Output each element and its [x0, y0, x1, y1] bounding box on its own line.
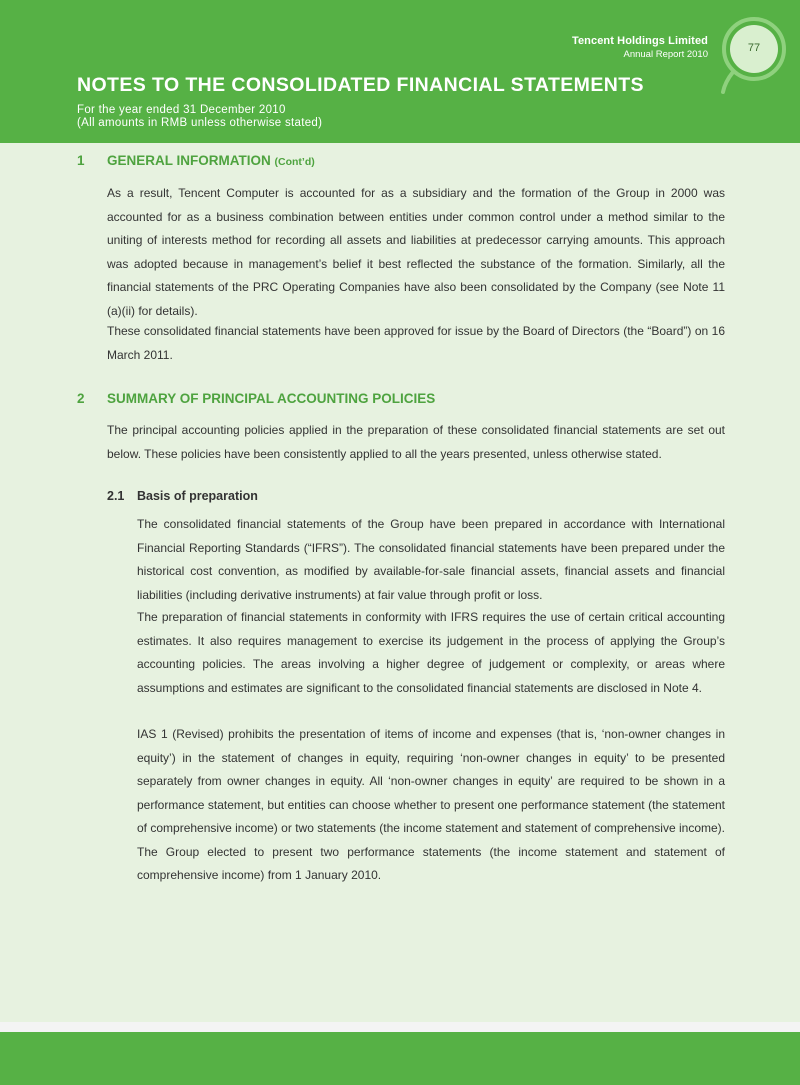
paragraph: As a result, Tencent Computer is accounted for as a subsidiary and the formation of the Group in 2000 was accounted for as a business combination between entities under common control under a method similar to the uniting of interests method for recording all assets and liabilities at predecessor carrying amounts. This approach was adopted because in management’s belief it best reflected the substance of the formation. Similarly, all the financial statements of the PRC Operating Companies have also been consolidated by the Company (see Note 11 (a)(ii) for details). [107, 186, 725, 318]
subtitle-currency-note: (All amounts in RMB unless otherwise stated) [77, 117, 323, 129]
paragraph: The consolidated financial statements of the Group have been prepared in accordance with International Financial Reporting Standards (“IFRS”). The consolidated financial statements have been prepared under the historical cost convention, as modified by available-for-sale financial assets, financial assets and financial liabilities (including derivative instruments) at fair value through profit or loss. [137, 517, 725, 602]
page-header [0, 0, 800, 143]
footer-divider [0, 1022, 800, 1032]
report-name: Annual Report 2010 [623, 49, 708, 60]
subsection-number: 2.1 [107, 489, 125, 503]
paragraph: The principal accounting policies applied in the preparation of these consolidated financial statements are set out below. These policies have been consistently applied to all the years presented, unless otherwise stated. [107, 423, 725, 461]
subsection-title: Basis of preparation [137, 489, 258, 503]
page-subtitle [77, 104, 322, 130]
page-number: 77 [747, 42, 761, 54]
section-number: 2 [77, 391, 85, 406]
paragraph: The preparation of financial statements in conformity with IFRS requires the use of certain critical accounting estimates. It also requires management to exercise its judgement in the process of applying the Group’s accounting policies. The areas involving a higher degree of judgement or complexity, or areas where assumptions and estimates are significant to the consolidated financial statements are disclosed in Note 4. [137, 610, 725, 695]
content-area [0, 143, 800, 1022]
section-title-suffix: (Cont’d) [274, 156, 315, 168]
page-title: NOTES TO THE CONSOLIDATED FINANCIAL STATEMENTS [77, 74, 644, 96]
section-number: 1 [77, 153, 85, 168]
page-footer [0, 1032, 800, 1085]
subtitle-period: For the year ended 31 December 2010 [77, 104, 286, 116]
paragraph: IAS 1 (Revised) prohibits the presentation of items of income and expenses (that is, ‘non-owner changes in equity’) in the statement of changes in equity, requiring ‘non-owner changes in equity’ to be presented separately from owner changes in equity. All ‘non-owner changes in equity’ are required to be shown in a performance statement, but entities can choose whether to present one performance statement (the statement of comprehensive income) or two statements (the income statement and statement of comprehensive income). The Group elected to present two performance statements (the income statement and statement of comprehensive income) from 1 January 2010. [137, 727, 725, 882]
section-title [107, 153, 315, 168]
company-name: Tencent Holdings Limited [571, 35, 708, 47]
section-title: SUMMARY OF PRINCIPAL ACCOUNTING POLICIES [107, 391, 436, 406]
page-number-ring-icon [713, 14, 800, 102]
section-title-text: GENERAL INFORMATION [107, 153, 271, 168]
paragraph: These consolidated financial statements have been approved for issue by the Board of Directors (the “Board”) on 16 March 2011. [107, 324, 725, 362]
